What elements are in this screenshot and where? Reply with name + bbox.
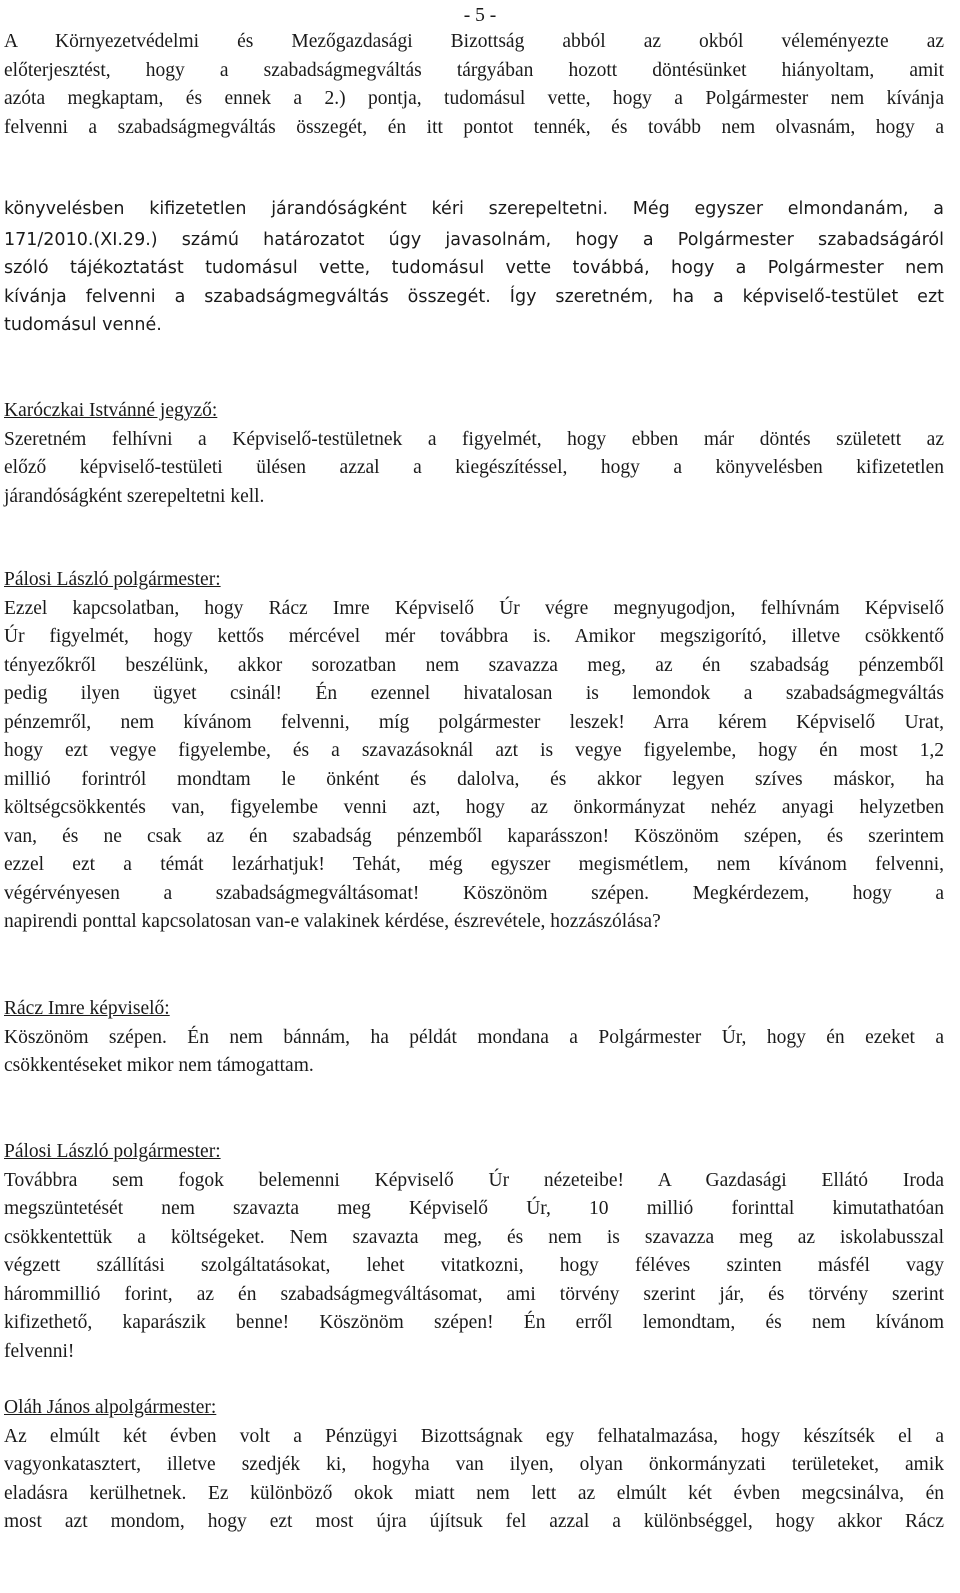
text-line: járandóságként szerepeltetni kell. xyxy=(4,485,265,507)
text-line: Úr figyelmét, hogy kettős mércével mér továbbra is. Amikor megszigorító, illetve csökkentő xyxy=(4,626,944,647)
text-line: Az elmúlt két évben volt a Pénzügyi Bizottságnak egy felhatalmazása, hogy készítsék el a xyxy=(4,1425,944,1447)
text-line: 171/2010.(XI.29.) számú határozatot úgy javasolnám, hogy a Polgármester szabadságáról xyxy=(4,229,944,250)
text-line: eladásra kerülhetnek. Ez különböző okok miatt nem lett az elmúlt két évben megcsinálva, én xyxy=(4,1482,944,1504)
speaker-name: Karóczkai Istvánné jegyző: xyxy=(4,400,218,421)
text-line: előző képviselő-testületi ülésen azzal a kiegészítéssel, hogy a könyvelésben kifizetetlen xyxy=(4,457,944,478)
speech-block xyxy=(4,995,944,1081)
speech-block xyxy=(4,566,944,937)
text-line: Továbbra sem fogok belemenni Képviselő Úr nézeteibe! A Gazdasági Ellátó Iroda xyxy=(4,1169,944,1191)
text-line: van, és ne csak az én szabadság pénzemből kaparásszon! Köszönöm szépen, és szerintem xyxy=(4,825,944,847)
text-line: ezzel ezt a témát lezárhatjuk! Tehát, még egyszer megismétlem, nem kívánom felvenni, xyxy=(4,854,944,875)
text-line: Köszönöm szépen. Én nem bánnám, ha példát mondana a Polgármester Úr, hogy én ezeket a xyxy=(4,1026,944,1048)
text-line: azóta megkaptam, és ennek a 2.) pontja, tudomásul vette, hogy a Polgármester nem kívánja xyxy=(4,88,944,109)
text-line: napirendi ponttal kapcsolatosan van-e valakinek kérdése, észrevétele, hozzászólása? xyxy=(4,911,661,932)
text-line: pénzemről, nem kívánom felvenni, míg polgármester leszek! Arra kérem Képviselő Urat, xyxy=(4,711,944,733)
text-line: most azt mondom, hogy ezt most újra újítsuk fel azzal a különbséggel, hogy akkor Rácz xyxy=(4,1511,944,1532)
text-line: vagyonkatasztert, illetve szedjék ki, hogyha van ilyen, olyan önkormányzati területeket, amik xyxy=(4,1454,944,1475)
text-line: A Környezetvédelmi és Mezőgazdasági Bizottság abból az okból véleményezte az xyxy=(4,31,944,52)
speaker-name: Pálosi László polgármester: xyxy=(4,1141,221,1162)
continuation-paragraph xyxy=(4,195,944,340)
text-line: megszüntetését nem szavazta meg Képviselő Úr, 10 millió forinttal kimutathatóan xyxy=(4,1198,944,1219)
text-line: felvenni! xyxy=(4,1340,75,1362)
text-line: Ezzel kapcsolatban, hogy Rácz Imre Képviselő Úr végre megnyugodjon, felhívnám Képviselő xyxy=(4,597,944,619)
text-line: pedig ilyen ügyet csinál! Én ezennel hivatalosan is lemondok a szabadságmegváltás xyxy=(4,683,944,704)
speaker-name: Oláh János alpolgármester: xyxy=(4,1397,217,1418)
text-line: felvenni a szabadságmegváltás összegét, én itt pontot tennék, és tovább nem olvasnám, hogy a xyxy=(4,116,944,138)
text-line: tényezőkről beszélünk, akkor sorozatban nem szavazza meg, az én szabadság pénzemből xyxy=(4,654,944,676)
text-line: könyvelésben kifizetetlen járandóságként kéri szerepeltetni. Még egyszer elmondanám, a xyxy=(4,199,944,219)
text-line: költségcsökkentés van, figyelembe venni azt, hogy az önkormányzat nehéz anyagi helyzetben xyxy=(4,797,944,818)
text-line: kívánja felvenni a szabadságmegváltás összegét. Így szeretném, ha a képviselő-testület ezt xyxy=(4,286,944,307)
text-line: hárommillió forint, az én szabadságmegváltásomat, ami törvény szerint jár, és törvény szerint xyxy=(4,1283,944,1305)
text-line: csökkentettük a költségeket. Nem szavazta meg, és nem is szavazza meg az iskolabusszal xyxy=(4,1226,944,1248)
text-line: hogy ezt vegye figyelembe, és a szavazásoknál azt is vegye figyelembe, hogy én most 1,2 xyxy=(4,740,944,761)
speech-block xyxy=(4,1138,944,1366)
speaker-name: Rácz Imre képviselő: xyxy=(4,998,170,1019)
text-line: kifizethető, kaparászik benne! Köszönöm szépen! Én erről lemondtam, és nem kívánom xyxy=(4,1312,944,1333)
intro-paragraph xyxy=(4,28,944,142)
text-line: végzett szállítási szolgáltatásokat, lehet vitatkozni, hogy féléves szinten másfél vagy xyxy=(4,1255,944,1276)
speaker-name: Pálosi László polgármester: xyxy=(4,569,221,590)
page-number: - 5 - xyxy=(463,5,497,26)
speech-block xyxy=(4,1394,944,1537)
text-line: szóló tájékoztatást tudomásul vette, tudomásul vette továbbá, hogy a Polgármester nem xyxy=(4,258,944,278)
text-line: előterjesztést, hogy a szabadságmegváltás tárgyában hozott döntésünket hiányoltam, amit xyxy=(4,59,944,81)
text-line: tudomásul venné. xyxy=(4,315,162,335)
text-line: millió forintról mondtam le önként és dalolva, és akkor legyen szíves máskor, ha xyxy=(4,768,944,790)
speech-block xyxy=(4,397,944,511)
text-line: végérvényesen a szabadságmegváltásomat! Köszönöm szépen. Megkérdezem, hogy a xyxy=(4,882,944,904)
text-line: Szeretném felhívni a Képviselő-testületnek a figyelmét, hogy ebben már döntés született az xyxy=(4,428,944,450)
text-line: csökkentéseket mikor nem támogattam. xyxy=(4,1055,314,1076)
